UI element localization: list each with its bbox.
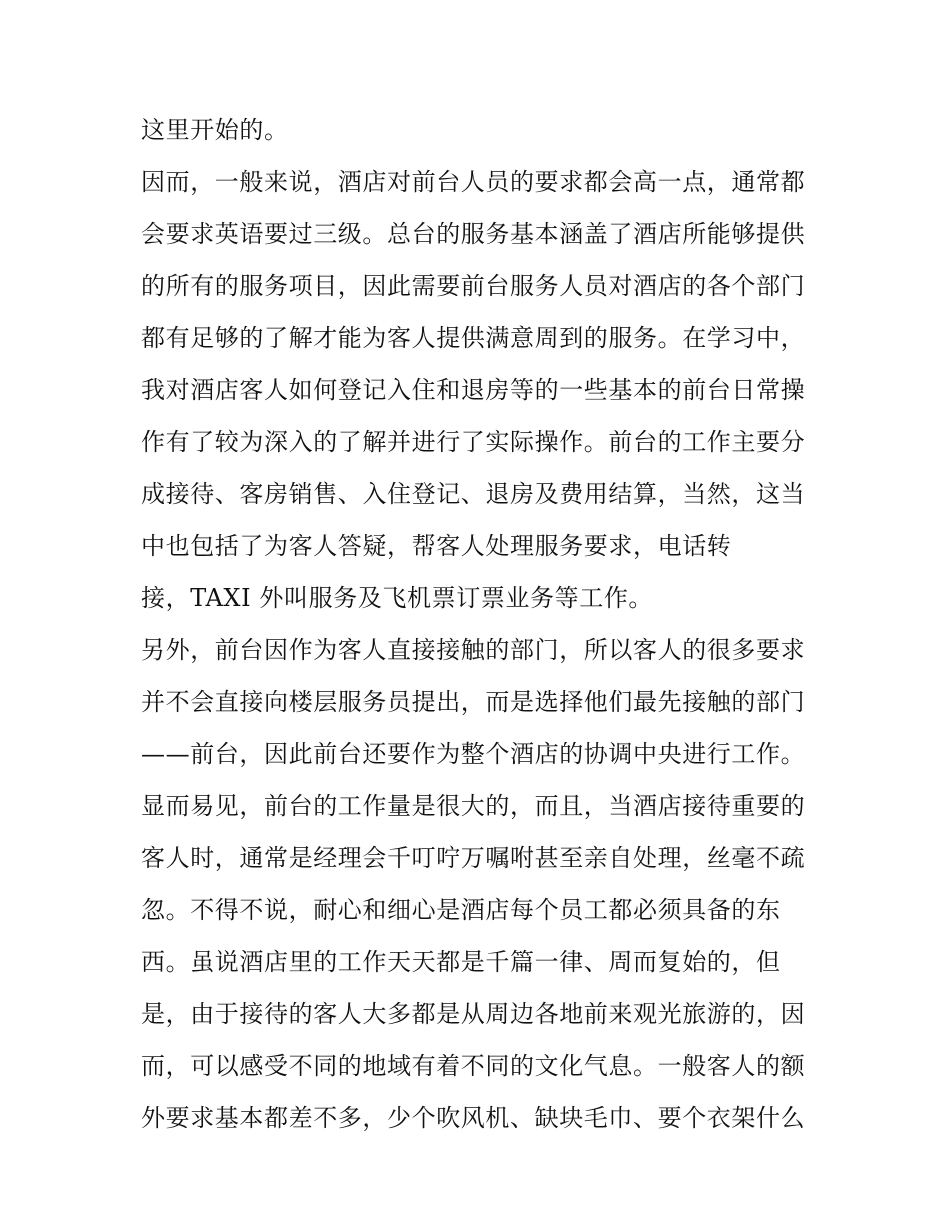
- text-line: 是，由于接待的客人大多都是从周边各地前来观光旅游的，因: [141, 1000, 806, 1028]
- text-line: 这里开始的。: [141, 116, 289, 144]
- text-line: 我对酒店客人如何登记入住和退房等的一些基本的前台日常操: [141, 376, 806, 404]
- text-line: 显而易见，前台的工作量是很大的，而且，当酒店接待重要的: [141, 792, 806, 820]
- text-line: 因而，一般来说，酒店对前台人员的要求都会高一点，通常都: [141, 168, 806, 196]
- text-line: 都有足够的了解才能为客人提供满意周到的服务。在学习中，: [141, 324, 806, 352]
- text-line: 西。虽说酒店里的工作天天都是千篇一律、周而复始的，但: [141, 948, 781, 976]
- text-line: 另外，前台因作为客人直接接触的部门，所以客人的很多要求: [141, 636, 806, 664]
- text-line: 忽。不得不说，耐心和细心是酒店每个员工都必须具备的东: [141, 896, 781, 924]
- text-line: ——前台，因此前台还要作为整个酒店的协调中央进行工作。: [141, 740, 806, 768]
- body-text: [141, 104, 821, 1144]
- text-line: 并不会直接向楼层服务员提出，而是选择他们最先接触的部门: [141, 688, 806, 716]
- text-line: 作有了较为深入的了解并进行了实际操作。前台的工作主要分: [141, 428, 806, 456]
- text-line: 会要求英语要过三级。总台的服务基本涵盖了酒店所能够提供: [141, 220, 806, 248]
- text-line: 而，可以感受不同的地域有着不同的文化气息。一般客人的额: [141, 1052, 806, 1080]
- text-line: 接，TAXI 外叫服务及飞机票订票业务等工作。: [141, 584, 654, 612]
- text-line: 客人时，通常是经理会千叮咛万嘱咐甚至亲自处理，丝毫不疏: [141, 844, 806, 872]
- text-line: 外要求基本都差不多，少个吹风机、缺块毛巾、要个衣架什么: [141, 1104, 806, 1132]
- text-line: 的所有的服务项目，因此需要前台服务人员对酒店的各个部门: [141, 272, 806, 300]
- text-line: 成接待、客房销售、入住登记、退房及费用结算，当然，这当: [141, 480, 806, 508]
- text-line: 中也包括了为客人答疑，帮客人处理服务要求，电话转: [141, 532, 732, 560]
